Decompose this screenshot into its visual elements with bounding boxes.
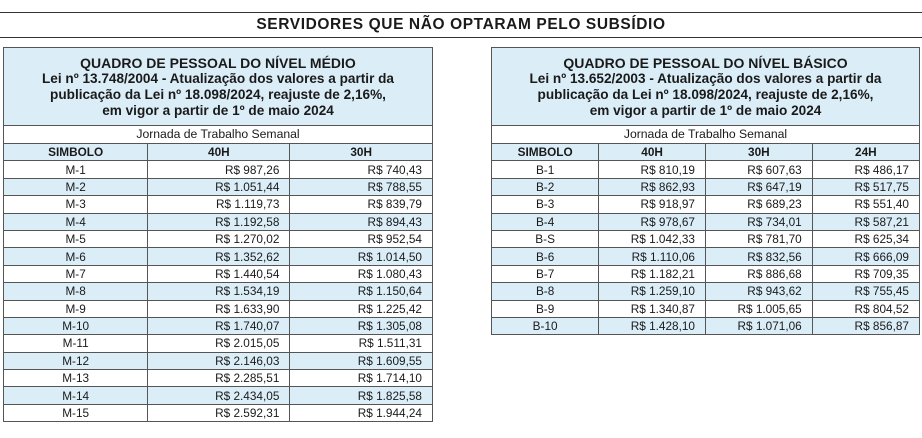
salary-cell: R$ 709,35	[812, 265, 919, 282]
simbolo-cell: M-7	[4, 265, 148, 282]
salary-cell: R$ 647,19	[706, 178, 813, 195]
table-row	[492, 265, 919, 282]
column-header: 24H	[812, 144, 919, 161]
salary-cell: R$ 781,70	[706, 230, 813, 247]
salary-cell: R$ 978,67	[599, 213, 706, 230]
table-row	[492, 317, 919, 334]
salary-cell: R$ 2.015,05	[148, 335, 290, 352]
salary-cell: R$ 587,21	[812, 213, 919, 230]
simbolo-cell: M-4	[4, 213, 148, 230]
salary-table-medio	[4, 144, 432, 421]
table-row	[4, 230, 432, 247]
column-header: 30H	[290, 144, 432, 161]
salary-cell: R$ 2.146,03	[148, 352, 290, 369]
salary-cell: R$ 2.592,31	[148, 404, 290, 421]
simbolo-cell: M-12	[4, 352, 148, 369]
table-row	[4, 213, 432, 230]
column-header: SIMBOLO	[4, 144, 148, 161]
panel-title-basico: QUADRO DE PESSOAL DO NÍVEL BÁSICO	[563, 55, 848, 71]
salary-cell: R$ 1.340,87	[599, 300, 706, 317]
salary-cell: R$ 832,56	[706, 248, 813, 265]
salary-cell: R$ 1.071,06	[706, 317, 813, 334]
simbolo-cell: M-3	[4, 196, 148, 213]
column-header: SIMBOLO	[492, 144, 599, 161]
simbolo-cell: M-2	[4, 178, 148, 195]
table-row	[492, 300, 919, 317]
panel-subtitle-line-1: Lei nº 13.652/2003 - Atualização dos valores a partir da	[529, 71, 882, 86]
panel-header-medio	[4, 48, 432, 126]
simbolo-cell: M-14	[4, 387, 148, 404]
salary-cell: R$ 734,01	[706, 213, 813, 230]
table-row	[4, 300, 432, 317]
salary-cell: R$ 517,75	[812, 178, 919, 195]
salary-cell: R$ 839,79	[290, 196, 432, 213]
table-row	[4, 352, 432, 369]
panel-subtitle-line-2: publicação da Lei nº 18.098/2024, reajuste de 2,16%,	[537, 87, 874, 102]
salary-cell: R$ 1.005,65	[706, 300, 813, 317]
salary-cell: R$ 1.352,62	[148, 248, 290, 265]
table-row	[4, 161, 432, 178]
table-row	[4, 178, 432, 195]
salary-cell: R$ 2.285,51	[148, 370, 290, 387]
table-row	[4, 370, 432, 387]
salary-cell: R$ 1.440,54	[148, 265, 290, 282]
jornada-label-basico: Jornada de Trabalho Semanal	[492, 126, 919, 144]
salary-cell: R$ 1.259,10	[599, 283, 706, 300]
salary-cell: R$ 740,43	[290, 161, 432, 178]
salary-cell: R$ 551,40	[812, 196, 919, 213]
salary-cell: R$ 1.740,07	[148, 317, 290, 334]
table-row	[492, 248, 919, 265]
panel-header-basico	[492, 48, 919, 126]
salary-cell: R$ 2.434,05	[148, 387, 290, 404]
salary-cell: R$ 625,34	[812, 230, 919, 247]
simbolo-cell: B-7	[492, 265, 599, 282]
salary-cell: R$ 607,63	[706, 161, 813, 178]
table-row	[4, 196, 432, 213]
column-header: 40H	[148, 144, 290, 161]
salary-cell: R$ 1.305,08	[290, 317, 432, 334]
simbolo-cell: M-15	[4, 404, 148, 421]
table-row	[4, 265, 432, 282]
salary-cell: R$ 1.270,02	[148, 230, 290, 247]
simbolo-cell: B-2	[492, 178, 599, 195]
simbolo-cell: M-11	[4, 335, 148, 352]
panel-title-medio: QUADRO DE PESSOAL DO NÍVEL MÉDIO	[80, 55, 356, 71]
simbolo-cell: B-4	[492, 213, 599, 230]
salary-cell: R$ 810,19	[599, 161, 706, 178]
simbolo-cell: M-6	[4, 248, 148, 265]
salary-cell: R$ 1.119,73	[148, 196, 290, 213]
salary-cell: R$ 1.014,50	[290, 248, 432, 265]
simbolo-cell: M-13	[4, 370, 148, 387]
simbolo-cell: M-8	[4, 283, 148, 300]
table-row	[4, 283, 432, 300]
panel-nivel-basico	[491, 47, 920, 335]
table-row	[4, 387, 432, 404]
simbolo-cell: M-5	[4, 230, 148, 247]
salary-cell: R$ 1.534,19	[148, 283, 290, 300]
salary-cell: R$ 886,68	[706, 265, 813, 282]
salary-cell: R$ 987,26	[148, 161, 290, 178]
salary-cell: R$ 1.428,10	[599, 317, 706, 334]
simbolo-cell: B-3	[492, 196, 599, 213]
salary-cell: R$ 856,87	[812, 317, 919, 334]
simbolo-cell: B-6	[492, 248, 599, 265]
simbolo-cell: M-9	[4, 300, 148, 317]
table-row	[492, 196, 919, 213]
table-row	[4, 335, 432, 352]
table-row	[492, 213, 919, 230]
salary-cell: R$ 943,62	[706, 283, 813, 300]
salary-cell: R$ 918,97	[599, 196, 706, 213]
simbolo-cell: B-10	[492, 317, 599, 334]
page-banner: SERVIDORES QUE NÃO OPTARAM PELO SUBSÍDIO	[0, 12, 922, 38]
simbolo-cell: M-1	[4, 161, 148, 178]
salary-cell: R$ 894,43	[290, 213, 432, 230]
column-header: 40H	[599, 144, 706, 161]
salary-cell: R$ 1.042,33	[599, 230, 706, 247]
salary-cell: R$ 1.182,21	[599, 265, 706, 282]
panel-subtitle-line-2: publicação da Lei nº 18.098/2024, reajuste de 2,16%,	[50, 87, 386, 102]
table-row	[492, 230, 919, 247]
table-row	[492, 161, 919, 178]
salary-cell: R$ 1.192,58	[148, 213, 290, 230]
panel-subtitle-line-1: Lei nº 13.748/2004 - Atualização dos valores a partir da	[41, 71, 394, 86]
panel-subtitle-line-3: em vigor a partir de 1º de maio 2024	[102, 103, 334, 118]
salary-cell: R$ 1.944,24	[290, 404, 432, 421]
table-row	[4, 404, 432, 421]
salary-cell: R$ 1.609,55	[290, 352, 432, 369]
jornada-label-medio: Jornada de Trabalho Semanal	[4, 126, 432, 144]
salary-cell: R$ 1.633,90	[148, 300, 290, 317]
panel-nivel-medio	[3, 47, 433, 422]
salary-cell: R$ 1.825,58	[290, 387, 432, 404]
salary-cell: R$ 952,54	[290, 230, 432, 247]
salary-cell: R$ 862,93	[599, 178, 706, 195]
table-header-row	[492, 144, 919, 161]
simbolo-cell: B-9	[492, 300, 599, 317]
table-row	[4, 317, 432, 334]
salary-cell: R$ 486,17	[812, 161, 919, 178]
table-header-row	[4, 144, 432, 161]
simbolo-cell: M-10	[4, 317, 148, 334]
salary-cell: R$ 788,55	[290, 178, 432, 195]
salary-cell: R$ 1.080,43	[290, 265, 432, 282]
salary-cell: R$ 1.511,31	[290, 335, 432, 352]
salary-cell: R$ 689,23	[706, 196, 813, 213]
table-row	[492, 178, 919, 195]
salary-cell: R$ 1.714,10	[290, 370, 432, 387]
salary-cell: R$ 666,09	[812, 248, 919, 265]
simbolo-cell: B-1	[492, 161, 599, 178]
panel-subtitle-line-3: em vigor a partir de 1º de maio 2024	[589, 103, 822, 118]
salary-cell: R$ 1.150,64	[290, 283, 432, 300]
salary-cell: R$ 1.051,44	[148, 178, 290, 195]
salary-cell: R$ 1.110,06	[599, 248, 706, 265]
simbolo-cell: B-S	[492, 230, 599, 247]
table-row	[4, 248, 432, 265]
column-header: 30H	[706, 144, 813, 161]
salary-table-basico	[492, 144, 919, 334]
table-row	[492, 283, 919, 300]
salary-cell: R$ 1.225,42	[290, 300, 432, 317]
simbolo-cell: B-8	[492, 283, 599, 300]
salary-cell: R$ 804,52	[812, 300, 919, 317]
salary-cell: R$ 755,45	[812, 283, 919, 300]
